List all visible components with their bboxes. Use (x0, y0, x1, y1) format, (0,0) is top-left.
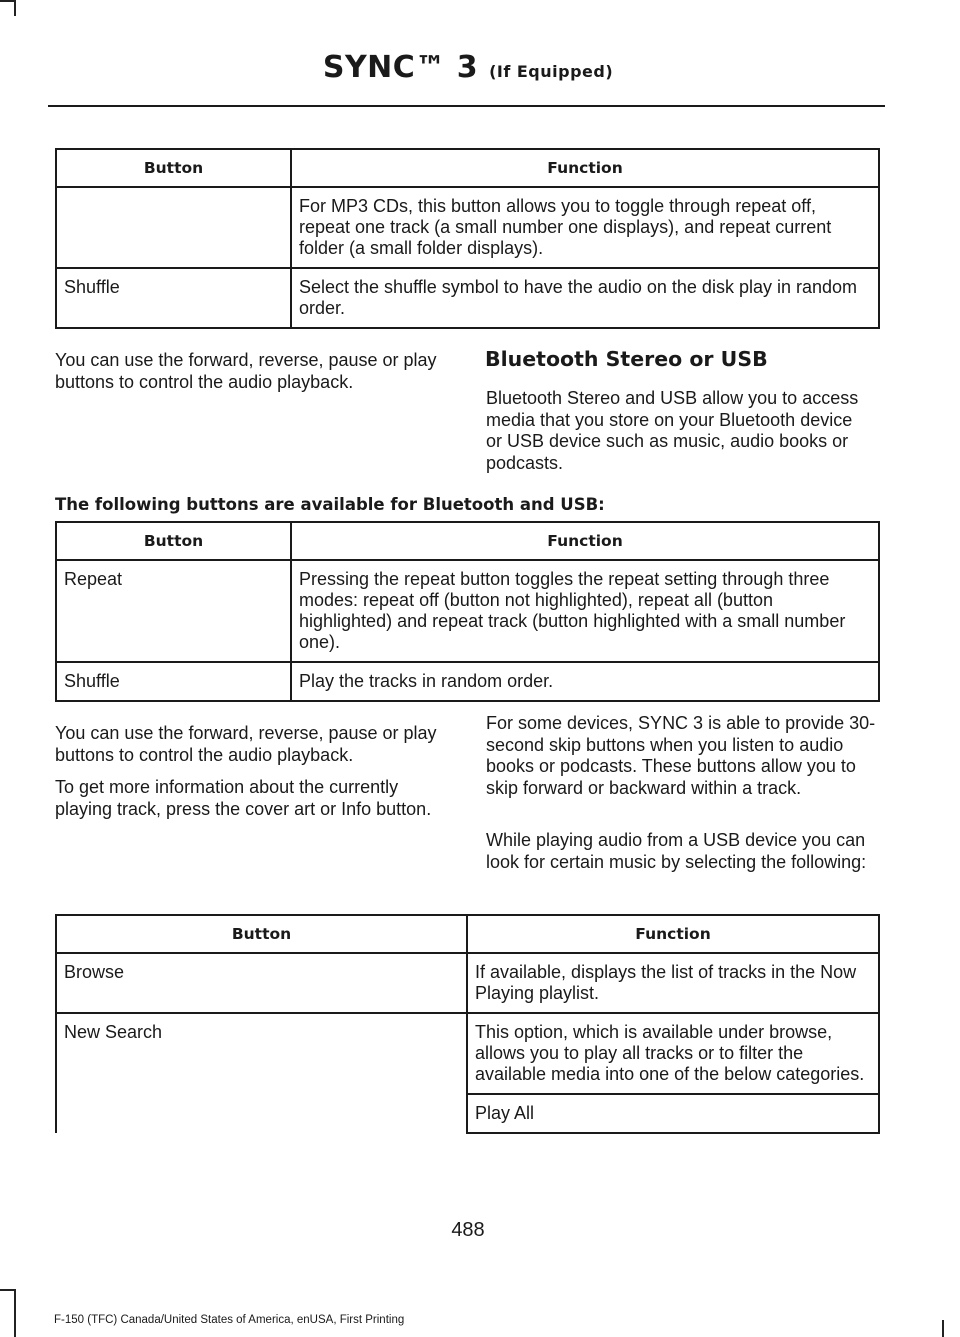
table-row (56, 187, 879, 268)
left-paragraph-1: You can use the forward, reverse, pause or play buttons to control the audio playback. (55, 723, 437, 765)
table-row (56, 953, 879, 1013)
right-paragraph-1: For some devices, SYNC 3 is able to provide 30-second skip buttons when you listen to audio books or podcasts. These buttons allow you to skip forward or backward within a track. (486, 713, 876, 798)
right-paragraph-2: While playing audio from a USB device you can look for certain music by selecting the following: (486, 830, 867, 872)
cell-button (56, 1094, 467, 1133)
header-divider (48, 105, 885, 107)
cell-function: Play All (467, 1094, 879, 1133)
section-heading: Bluetooth Stereo or USB (485, 347, 768, 371)
crop-mark (0, 0, 14, 2)
table-row (56, 268, 879, 328)
header-subtitle: (If Equipped) (489, 62, 614, 81)
cell-button: Browse (56, 953, 467, 1013)
col-header-function: Function (467, 915, 879, 953)
table-row (56, 1094, 879, 1133)
cell-button: Shuffle (56, 268, 291, 328)
table-row (56, 1013, 879, 1094)
col-header-button: Button (56, 915, 467, 953)
page-number: 488 (451, 1219, 485, 1241)
col-header-function: Function (291, 522, 879, 560)
cell-button (56, 187, 291, 268)
table-header-row (56, 149, 879, 187)
col-header-function: Function (291, 149, 879, 187)
cell-function: For MP3 CDs, this button allows you to toggle through repeat off, repeat one track (a small number one displays), and repeat current folder (a small folder displays). (291, 187, 879, 268)
section-body: Bluetooth Stereo and USB allow you to access media that you store on your Bluetooth device or USB device such as music, audio books or podcasts. (486, 388, 859, 473)
table-header-row (56, 522, 879, 560)
header-title: SYNC™ 3 (322, 50, 479, 85)
col-header-button: Button (56, 149, 291, 187)
intro-paragraph: You can use the forward, reverse, pause or play buttons to control the audio playback. (55, 350, 437, 392)
cell-function: Select the shuffle symbol to have the audio on the disk play in random order. (291, 268, 879, 328)
crop-mark (14, 0, 16, 16)
table-heading: The following buttons are available for Bluetooth and USB: (55, 495, 605, 514)
crop-mark (14, 1291, 16, 1337)
table-usb-search-functions (55, 914, 880, 1134)
table-row (56, 662, 879, 701)
cell-function: Play the tracks in random order. (291, 662, 879, 701)
table-header-row (56, 915, 879, 953)
page-header (0, 50, 936, 85)
crop-mark (942, 1320, 944, 1337)
cell-button: New Search (56, 1013, 467, 1094)
table-row (56, 560, 879, 662)
col-header-button: Button (56, 522, 291, 560)
crop-mark (0, 1289, 16, 1291)
cell-function: This option, which is available under browse, allows you to play all tracks or to filter the available media into one of the below categories. (467, 1013, 879, 1094)
table-cd-functions (55, 148, 880, 329)
left-paragraph-2: To get more information about the currently playing track, press the cover art or Info button. (55, 777, 432, 819)
cell-button: Shuffle (56, 662, 291, 701)
cell-function: If available, displays the list of tracks in the Now Playing playlist. (467, 953, 879, 1013)
footer-text: F-150 (TFC) Canada/United States of America, enUSA, First Printing (54, 1314, 405, 1326)
cell-button: Repeat (56, 560, 291, 662)
cell-function: Pressing the repeat button toggles the repeat setting through three modes: repeat off (button not highlighted), repeat all (button highlighted) and repeat track (button highlighted with a small number one). (291, 560, 879, 662)
table-bluetooth-usb-functions (55, 521, 880, 702)
